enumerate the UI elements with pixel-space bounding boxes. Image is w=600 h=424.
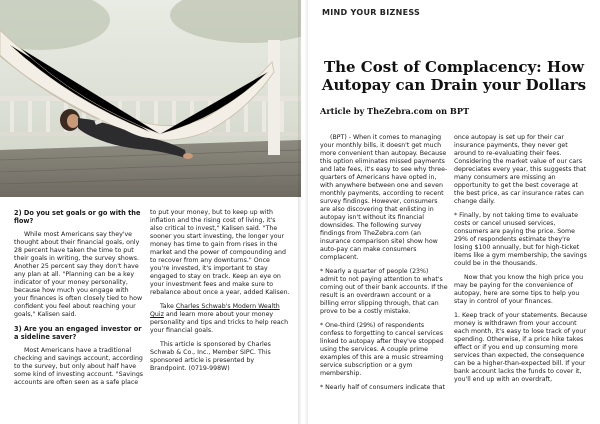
paragraph-insurance-continued: once autopay is set up for their car insurance payments, they never get around to re-evaluating their fees. Considering the market value of our cars depreciates every year, this suggests that many consumers are missing an opportunity to get the best coverage at the best price, as car insurance rates can change daily. <box>454 134 587 205</box>
bullet-cancel: * One-third (29%) of respondents confess to forgetting to cancel services linked to autopay after they've stopped using the services. A couple prime examples of this are a music streaming service subscription or a gym membership. <box>320 322 444 377</box>
quiz-pre-text: Take <box>160 303 176 310</box>
paragraph-intro: (BPT) - When it comes to managing your monthly bills, it doesn't get much more convenient than autopay. Because this option eliminates missed payments and late fees, it's easy to see why three-quarters of Americans have opted in, with anywhere between one and seven monthly payments, according to recent survey findings. However, consumers are also discovering that enlisting in autopay isn't without its financial downsides. The following survey findings from TheZebra.com (an insurance comparison site) show how auto-pay can make consumers complacent. <box>320 134 448 261</box>
bullet-costs: * Finally, by not taking time to evaluate costs or cancel unused services, consumers are paying the price. Some 29% of respondents estimate they're losing $100 annually, but for high-ticket items like a gym membership, the savings could be in the thousands. <box>454 212 587 267</box>
article-byline: Article by TheZebra.com on BPT <box>320 106 470 116</box>
paragraph-investor: Most Americans have a traditional checking and savings account, according to the survey, but only about half have some kind of investing account. "Savings accounts are often seen as a safe place <box>14 347 144 386</box>
right-column-2 <box>454 134 590 390</box>
right-column-1 <box>320 134 448 398</box>
heading-goals: 2) Do you set goals or go with the flow? <box>14 209 141 225</box>
left-column-2 <box>150 209 290 379</box>
right-page <box>304 0 600 424</box>
paragraph-tips-intro: Now that you know the high price you may be paying for the convenience of autopay, here are some tips to help you stay in control of your finances. <box>454 274 584 305</box>
left-column-1 <box>14 209 144 393</box>
tip-track-statements: 1. Keep track of your statements. Because money is withdrawn from your account each month, it's easy to lose track of your spending. Otherwise, if a price hike takes effect or if you end up consuming more services than expected, the consequence can be a higher-than-expected bill. If your bank account lacks the funds to cover it, you'll end up with an overdraft, <box>454 312 588 383</box>
bullet-insurance: * Nearly half of consumers indicate that <box>320 384 446 391</box>
sponsor-note: This article is sponsored by Charles Schwab & Co., Inc., Member SIPC. This sponsored article is presented by Brandpoint. (0719-998W) <box>150 341 271 372</box>
paragraph-goals: While most Americans say they've thought about their financial goals, only 28 percent have taken the time to put their goals in writing, the survey shows. Another 25 percent say they don't have any plan at all. "Planning can be a key indicator of your money personality, because how much you engage with your finances is often closely tied to how confident you feel about reaching your goals," Kalisen said. <box>14 231 143 318</box>
hammock-illustration <box>0 0 301 197</box>
paragraph-quiz <box>150 303 290 335</box>
bullet-attention: * Nearly a quarter of people (23%) admit to not paying attention to what's coming out of their bank accounts. If the result is an overdrawn account or a billing error slipping through, that can prove to be a costly mistake. <box>320 268 448 315</box>
quiz-post-text: and learn more about your money personality and tips and tricks to help reach your financial goals. <box>150 311 289 334</box>
article-title: The Cost of Complacency: How Autopay can Drain your Dollars <box>321 58 587 94</box>
hammock-photo <box>0 0 301 197</box>
heading-investor: 3) Are you an engaged investor or a sideline saver? <box>14 325 142 341</box>
section-label: MIND YOUR BIZNESS <box>322 8 421 17</box>
paragraph-investing-continued: to put your money, but to keep up with inflation and the rising cost of living, it's also critical to invest," Kalisen said. "The sooner you start investing, the longer your money has time to gain from rises in the market and the power of compounding and to recover from any downturns." Once you're invested, it's important to stay engaged to stay on track. Keep an eye on your investment fees and make sure to rebalance about once a year, added Kalisen. <box>150 209 290 296</box>
modern-wealth-quiz-link[interactable]: Charles Schwab's Modern Wealth Quiz <box>150 303 280 318</box>
